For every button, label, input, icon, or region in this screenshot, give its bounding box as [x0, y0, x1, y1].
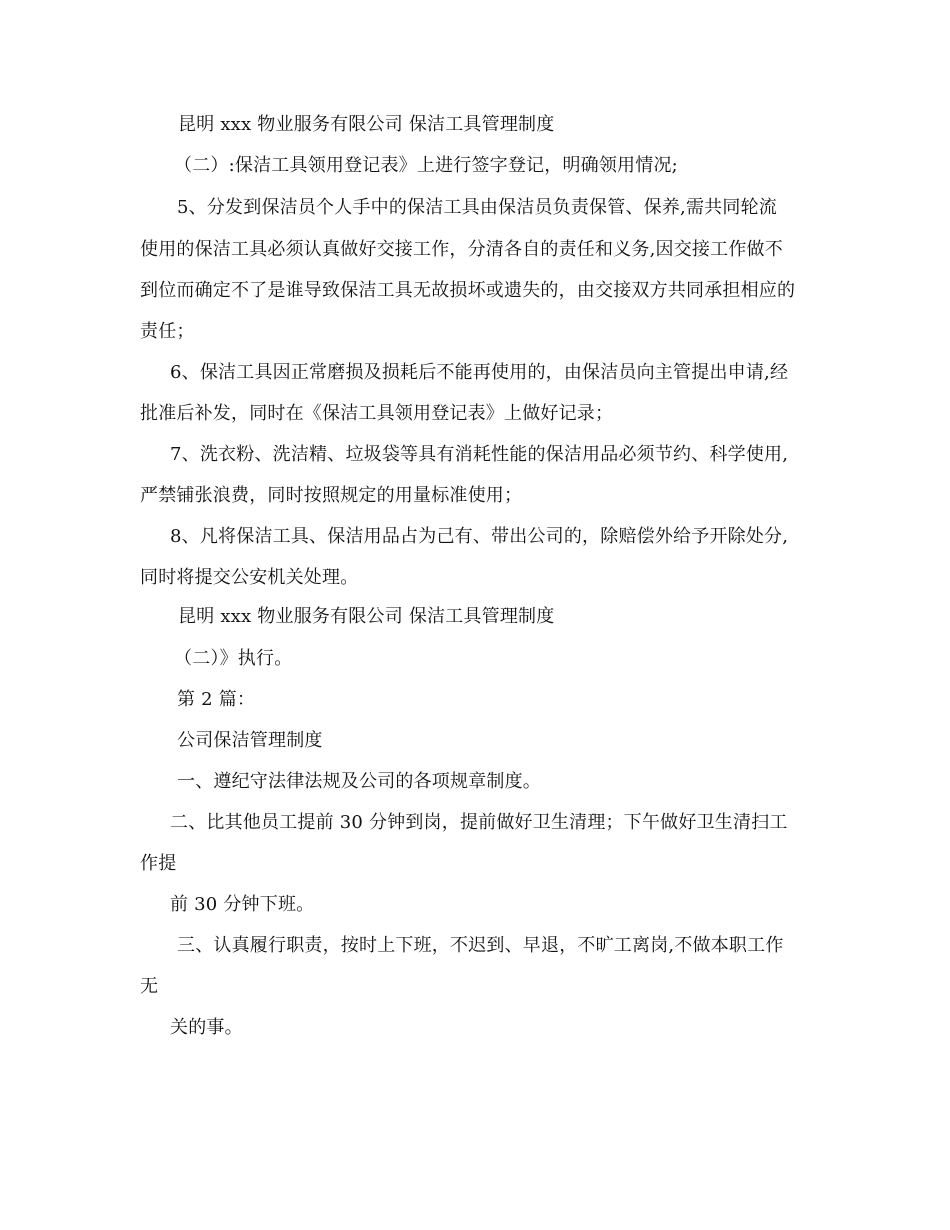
section-title: 第 2 篇： [177, 689, 256, 710]
rule-2-line: 二、比其他员工提前 30 分钟到岗，提前做好卫生清理；下午做好卫生清扫工 [170, 812, 788, 833]
item-8-line: 8、凡将保洁工具、保洁用品占为己有、带出公司的，除赔偿外给予开除处分, [170, 526, 789, 547]
item-7-line: 7、洗衣粉、洗洁精、垃圾袋等具有消耗性能的保洁用品必须节约、科学使用, [170, 444, 789, 465]
rule-3-line: 无 [140, 976, 159, 997]
paragraph-line: （二）:保洁工具领用登记表》上进行签字登记，明确领用情况; [174, 155, 678, 176]
item-5-line: 5、分发到保洁员个人手中的保洁工具由保洁员负责保管、保养,需共同轮流 [177, 197, 777, 218]
item-5-line: 到位而确定不了是谁导致保洁工具无故损坏或遗失的，由交接双方共同承担相应的 [140, 280, 796, 301]
paragraph-line: （二）》执行。 [174, 648, 293, 669]
rule-2-line: 前 30 分钟下班。 [170, 894, 315, 915]
item-7-line: 严禁铺张浪费，同时按照规定的用量标准使用； [140, 485, 523, 506]
item-5-line: 责任； [140, 321, 195, 342]
header-company-title: 昆明 xxx 物业服务有限公司 保洁工具管理制度 [178, 114, 555, 135]
item-6-line: 6、保洁工具因正常磨损及损耗后不能再使用的，由保洁员向主管提出申请,经 [170, 362, 789, 383]
rule-3-line: 关的事。 [170, 1017, 243, 1038]
item-8-line: 同时将提交公安机关处理。 [140, 567, 359, 588]
rule-2-line: 作提 [140, 853, 177, 874]
header-company-title: 昆明 xxx 物业服务有限公司 保洁工具管理制度 [178, 606, 555, 627]
rule-3-line: 三、认真履行职责，按时上下班，不迟到、早退，不旷工离岗,不做本职工作 [177, 935, 784, 956]
section-heading: 公司保洁管理制度 [177, 730, 323, 751]
item-6-line: 批准后补发，同时在《保洁工具领用登记表》上做好记录； [140, 403, 614, 424]
item-5-line: 使用的保洁工具必须认真做好交接工作，分清各自的责任和义务,因交接工作做不 [140, 239, 783, 260]
rule-1-line: 一、遵纪守法律法规及公司的各项规章制度。 [177, 771, 541, 792]
